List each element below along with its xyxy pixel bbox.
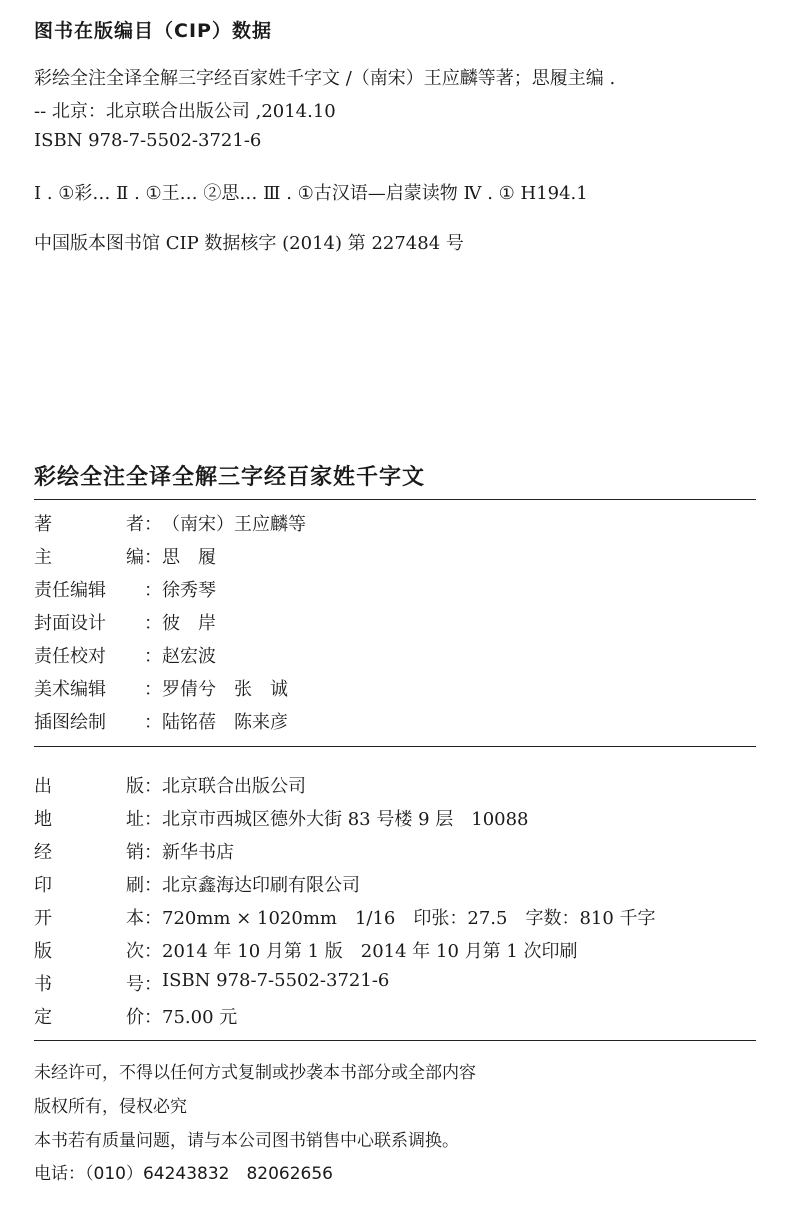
publishing-row-label — [34, 970, 144, 996]
credit-row-label — [34, 510, 144, 536]
colon: ： — [144, 514, 162, 535]
colon: ： — [144, 613, 162, 634]
publishing-row-value: 北京联合出版公司 — [162, 776, 306, 797]
credit-row-label — [34, 642, 144, 668]
credit-row-value: （南宋）王应麟等 — [162, 514, 306, 535]
cip-line-3: ISBN 978-7-5502-3721-6 — [34, 130, 262, 151]
publishing-row-value: 北京市西城区德外大街 83 号楼 9 层 10088 — [162, 809, 529, 830]
label-char: 开 — [34, 908, 52, 929]
colon: ： — [144, 547, 162, 568]
credit-row-label — [34, 609, 144, 635]
publishing-row — [34, 1003, 237, 1029]
label-char: 次 — [126, 941, 144, 962]
label-char: 编 — [126, 547, 144, 568]
footer-line-4: 电话：（010）64243832 82062656 — [34, 1164, 334, 1184]
label-char: 版 — [126, 776, 144, 797]
label-char: 者 — [126, 514, 144, 535]
credit-row-value: 赵宏波 — [162, 646, 216, 667]
publishing-row — [34, 838, 234, 864]
credit-row — [34, 510, 306, 536]
credit-row — [34, 543, 216, 569]
colon: ： — [144, 580, 162, 601]
label-char: 销 — [126, 842, 144, 863]
publishing-row — [34, 937, 578, 963]
cip-line-1: 彩绘全注全译全解三字经百家姓千字文 /（南宋）王应麟等著；思履主编 . — [34, 68, 616, 89]
book-title: 彩绘全注全译全解三字经百家姓千字文 — [34, 465, 426, 490]
label-char: 定 — [34, 1007, 52, 1028]
colon: ： — [144, 679, 162, 700]
credit-row-value: 彼 岸 — [162, 613, 216, 634]
divider-middle — [34, 746, 756, 747]
label-char: 经 — [34, 842, 52, 863]
publishing-row — [34, 772, 306, 798]
label-char: 美术编辑 — [34, 679, 106, 700]
label-char: 价 — [126, 1007, 144, 1028]
colon: ： — [144, 941, 162, 962]
colon: ： — [144, 875, 162, 896]
colon: ： — [144, 974, 162, 995]
colon: ： — [144, 776, 162, 797]
publishing-row — [34, 871, 360, 897]
publishing-row-label — [34, 871, 144, 897]
credit-row-label — [34, 543, 144, 569]
label-char: 号 — [126, 974, 144, 995]
credit-row — [34, 675, 288, 701]
label-char: 插图绘制 — [34, 712, 106, 733]
publishing-row-value: 新华书店 — [162, 842, 234, 863]
label-char: 出 — [34, 776, 52, 797]
publishing-row-label — [34, 772, 144, 798]
cip-line-4: Ⅰ . ①彩… Ⅱ . ①王… ②思… Ⅲ . ①古汉语—启蒙读物 Ⅳ . ① H194.1 — [34, 183, 588, 204]
label-char: 址 — [126, 809, 144, 830]
colon: ： — [144, 809, 162, 830]
label-char: 封面设计 — [34, 613, 106, 634]
label-char: 印 — [34, 875, 52, 896]
footer-line-2: 版权所有，侵权必究 — [34, 1097, 187, 1117]
credit-row-label — [34, 576, 144, 602]
publishing-row-label — [34, 805, 144, 831]
credit-row-value: 陆铭蓓 陈来彦 — [162, 712, 288, 733]
credit-row — [34, 642, 216, 668]
publishing-row — [34, 805, 529, 831]
credit-row-label — [34, 708, 144, 734]
footer-line-3: 本书若有质量问题，请与本公司图书销售中心联系调换。 — [34, 1131, 459, 1151]
divider-bottom — [34, 1040, 756, 1041]
colon: ： — [144, 646, 162, 667]
divider-top — [34, 499, 756, 500]
colon: ： — [144, 908, 162, 929]
cip-heading: 图书在版编目（CIP）数据 — [34, 20, 272, 42]
publishing-row-value: ISBN 978-7-5502-3721-6 — [162, 970, 390, 991]
label-char: 书 — [34, 974, 52, 995]
cip-line-2: -- 北京：北京联合出版公司 ,2014.10 — [34, 101, 336, 122]
credit-row-value: 徐秀琴 — [162, 580, 216, 601]
label-char: 刷 — [126, 875, 144, 896]
publishing-row — [34, 904, 656, 930]
publishing-row-value: 75.00 元 — [162, 1007, 238, 1028]
credit-row-value: 罗倩兮 张 诚 — [162, 679, 288, 700]
label-char: 主 — [34, 547, 52, 568]
colon: ： — [144, 842, 162, 863]
publishing-row — [34, 970, 389, 996]
credit-row — [34, 609, 216, 635]
publishing-row-value: 720mm × 1020mm 1/16 印张：27.5 字数：810 千字 — [162, 908, 656, 929]
colon: ： — [144, 1007, 162, 1028]
publishing-row-value: 北京鑫海达印刷有限公司 — [162, 875, 360, 896]
label-char: 地 — [34, 809, 52, 830]
credit-row — [34, 708, 288, 734]
publishing-row-label — [34, 1003, 144, 1029]
label-char: 责任校对 — [34, 646, 106, 667]
cip-line-5: 中国版本图书馆 CIP 数据核字 (2014) 第 227484 号 — [34, 233, 464, 254]
publishing-row-label — [34, 937, 144, 963]
publishing-row-label — [34, 838, 144, 864]
credit-row — [34, 576, 216, 602]
credit-row-label — [34, 675, 144, 701]
label-char: 本 — [126, 908, 144, 929]
publishing-row-value: 2014 年 10 月第 1 版 2014 年 10 月第 1 次印刷 — [162, 941, 578, 962]
credit-row-value: 思 履 — [162, 547, 216, 568]
label-char: 著 — [34, 514, 52, 535]
colon: ： — [144, 712, 162, 733]
label-char: 责任编辑 — [34, 580, 106, 601]
publishing-row-label — [34, 904, 144, 930]
label-char: 版 — [34, 941, 52, 962]
footer-line-1: 未经许可，不得以任何方式复制或抄袭本书部分或全部内容 — [34, 1063, 476, 1083]
